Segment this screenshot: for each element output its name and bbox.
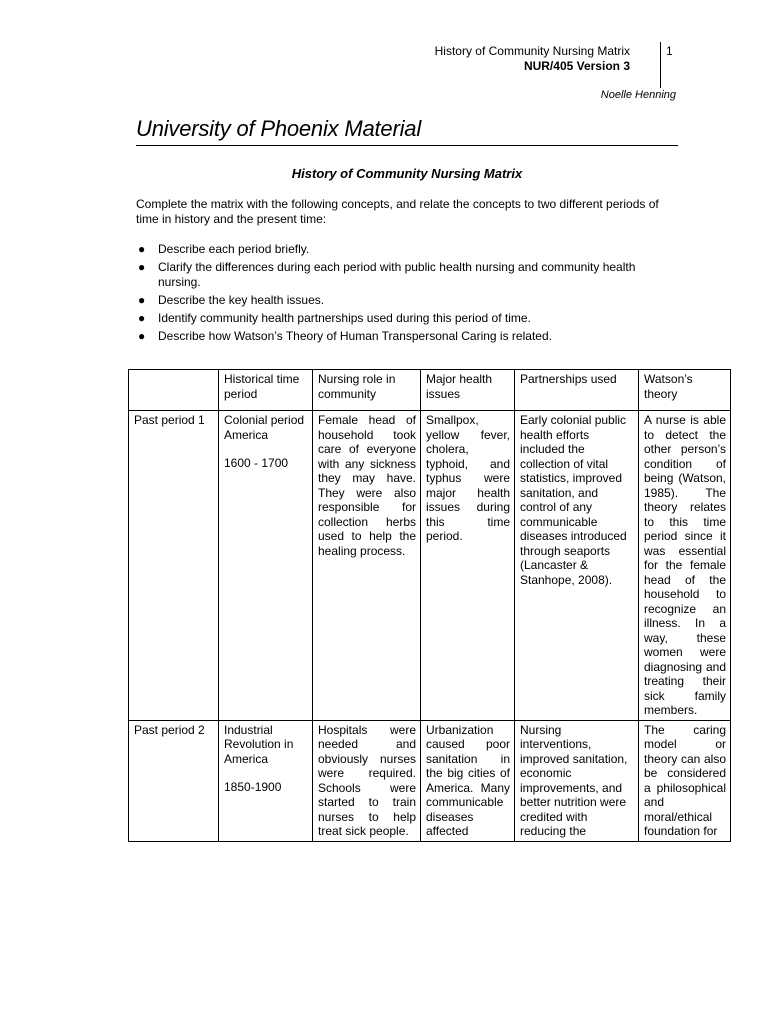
row-label: Past period 2: [129, 720, 219, 841]
table-row: [129, 720, 731, 841]
list-item: ● Identify community health partnerships used during this period of time.: [138, 311, 531, 325]
header-cell: Watson’s theory: [639, 370, 731, 411]
health-issues-cell: Urbanization caused poor sanitation in the big cities of America. Many communicable diseases affected: [421, 720, 515, 841]
list-item: ● Clarify the differences during each period with public health nursing and community health nursing.: [138, 260, 636, 289]
page-number: 1: [666, 44, 673, 58]
table-header-row: [129, 370, 731, 411]
header-doc-name: History of Community Nursing Matrix: [434, 44, 630, 58]
document-title: History of Community Nursing Matrix: [291, 166, 523, 181]
table-row: [129, 411, 731, 721]
author-name: Noelle Henning: [600, 89, 676, 101]
watson-cell: The caring model or theory can also be considered a philosophical and moral/ethical foundation for: [639, 720, 731, 841]
partnerships-cell: Nursing interventions, improved sanitation, economic improvements, and better nutrition were credited with reducing the: [515, 720, 639, 841]
period-name: Industrial Revolution in America: [224, 722, 294, 766]
period-years: 1850-1900: [224, 780, 282, 794]
running-header: [435, 44, 630, 74]
bullet-icon: ●: [138, 329, 146, 343]
header-cell: Nursing role in community: [313, 370, 421, 411]
header-cell: Major health issues: [421, 370, 515, 411]
header-cell: Partnerships used: [515, 370, 639, 411]
period-name: Colonial period America: [224, 413, 305, 442]
university-title: University of Phoenix Material: [136, 116, 422, 141]
row-label: Past period 1: [129, 411, 219, 721]
title-underline: [136, 145, 678, 146]
list-item: ● Describe each period briefly.: [138, 242, 310, 256]
header-course: NUR/405 Version 3: [523, 59, 630, 73]
header-divider: [660, 42, 661, 88]
bullet-icon: ●: [138, 242, 146, 256]
instruction-list: [136, 242, 676, 347]
list-item: ● Describe the key health issues.: [138, 293, 325, 307]
bullet-icon: ●: [138, 311, 146, 325]
header-cell: Historical time period: [219, 370, 313, 411]
nursing-matrix-table: [128, 369, 731, 842]
intro-paragraph: Complete the matrix with the following concepts, and relate the concepts to two different periods of time in history and the present time:: [136, 197, 659, 226]
watson-cell: A nurse is able to detect the other person’s condition of being (Watson, 1985). The theory relates to this time period since it was essential for the female head of the household to recognize an illness. In a way, these women were diagnosing and treating their sick family members.: [639, 411, 731, 721]
period-cell: [219, 720, 313, 841]
header-cell: [129, 370, 219, 411]
nursing-role-cell: Hospitals were needed and obviously nurses were required. Schools were started to train nurses to help treat sick people.: [313, 720, 421, 841]
partnerships-cell: Early colonial public health efforts included the collection of vital statistics, improved sanitation, and control of any communicable diseases introduced through seaports (Lancaster & Stanhope, 2008).: [515, 411, 639, 721]
period-cell: [219, 411, 313, 721]
nursing-role-cell: Female head of household took care of everyone with any sickness they may have. They were also responsible for collection herbs used to help the healing process.: [313, 411, 421, 721]
health-issues-cell: Smallpox, yellow fever, cholera, typhoid, and typhus were major health issues during this time period.: [421, 411, 515, 721]
bullet-icon: ●: [138, 260, 146, 274]
period-years: 1600 - 1700: [224, 456, 289, 470]
list-item: ● Describe how Watson’s Theory of Human Transpersonal Caring is related.: [138, 329, 552, 343]
bullet-icon: ●: [138, 293, 146, 307]
